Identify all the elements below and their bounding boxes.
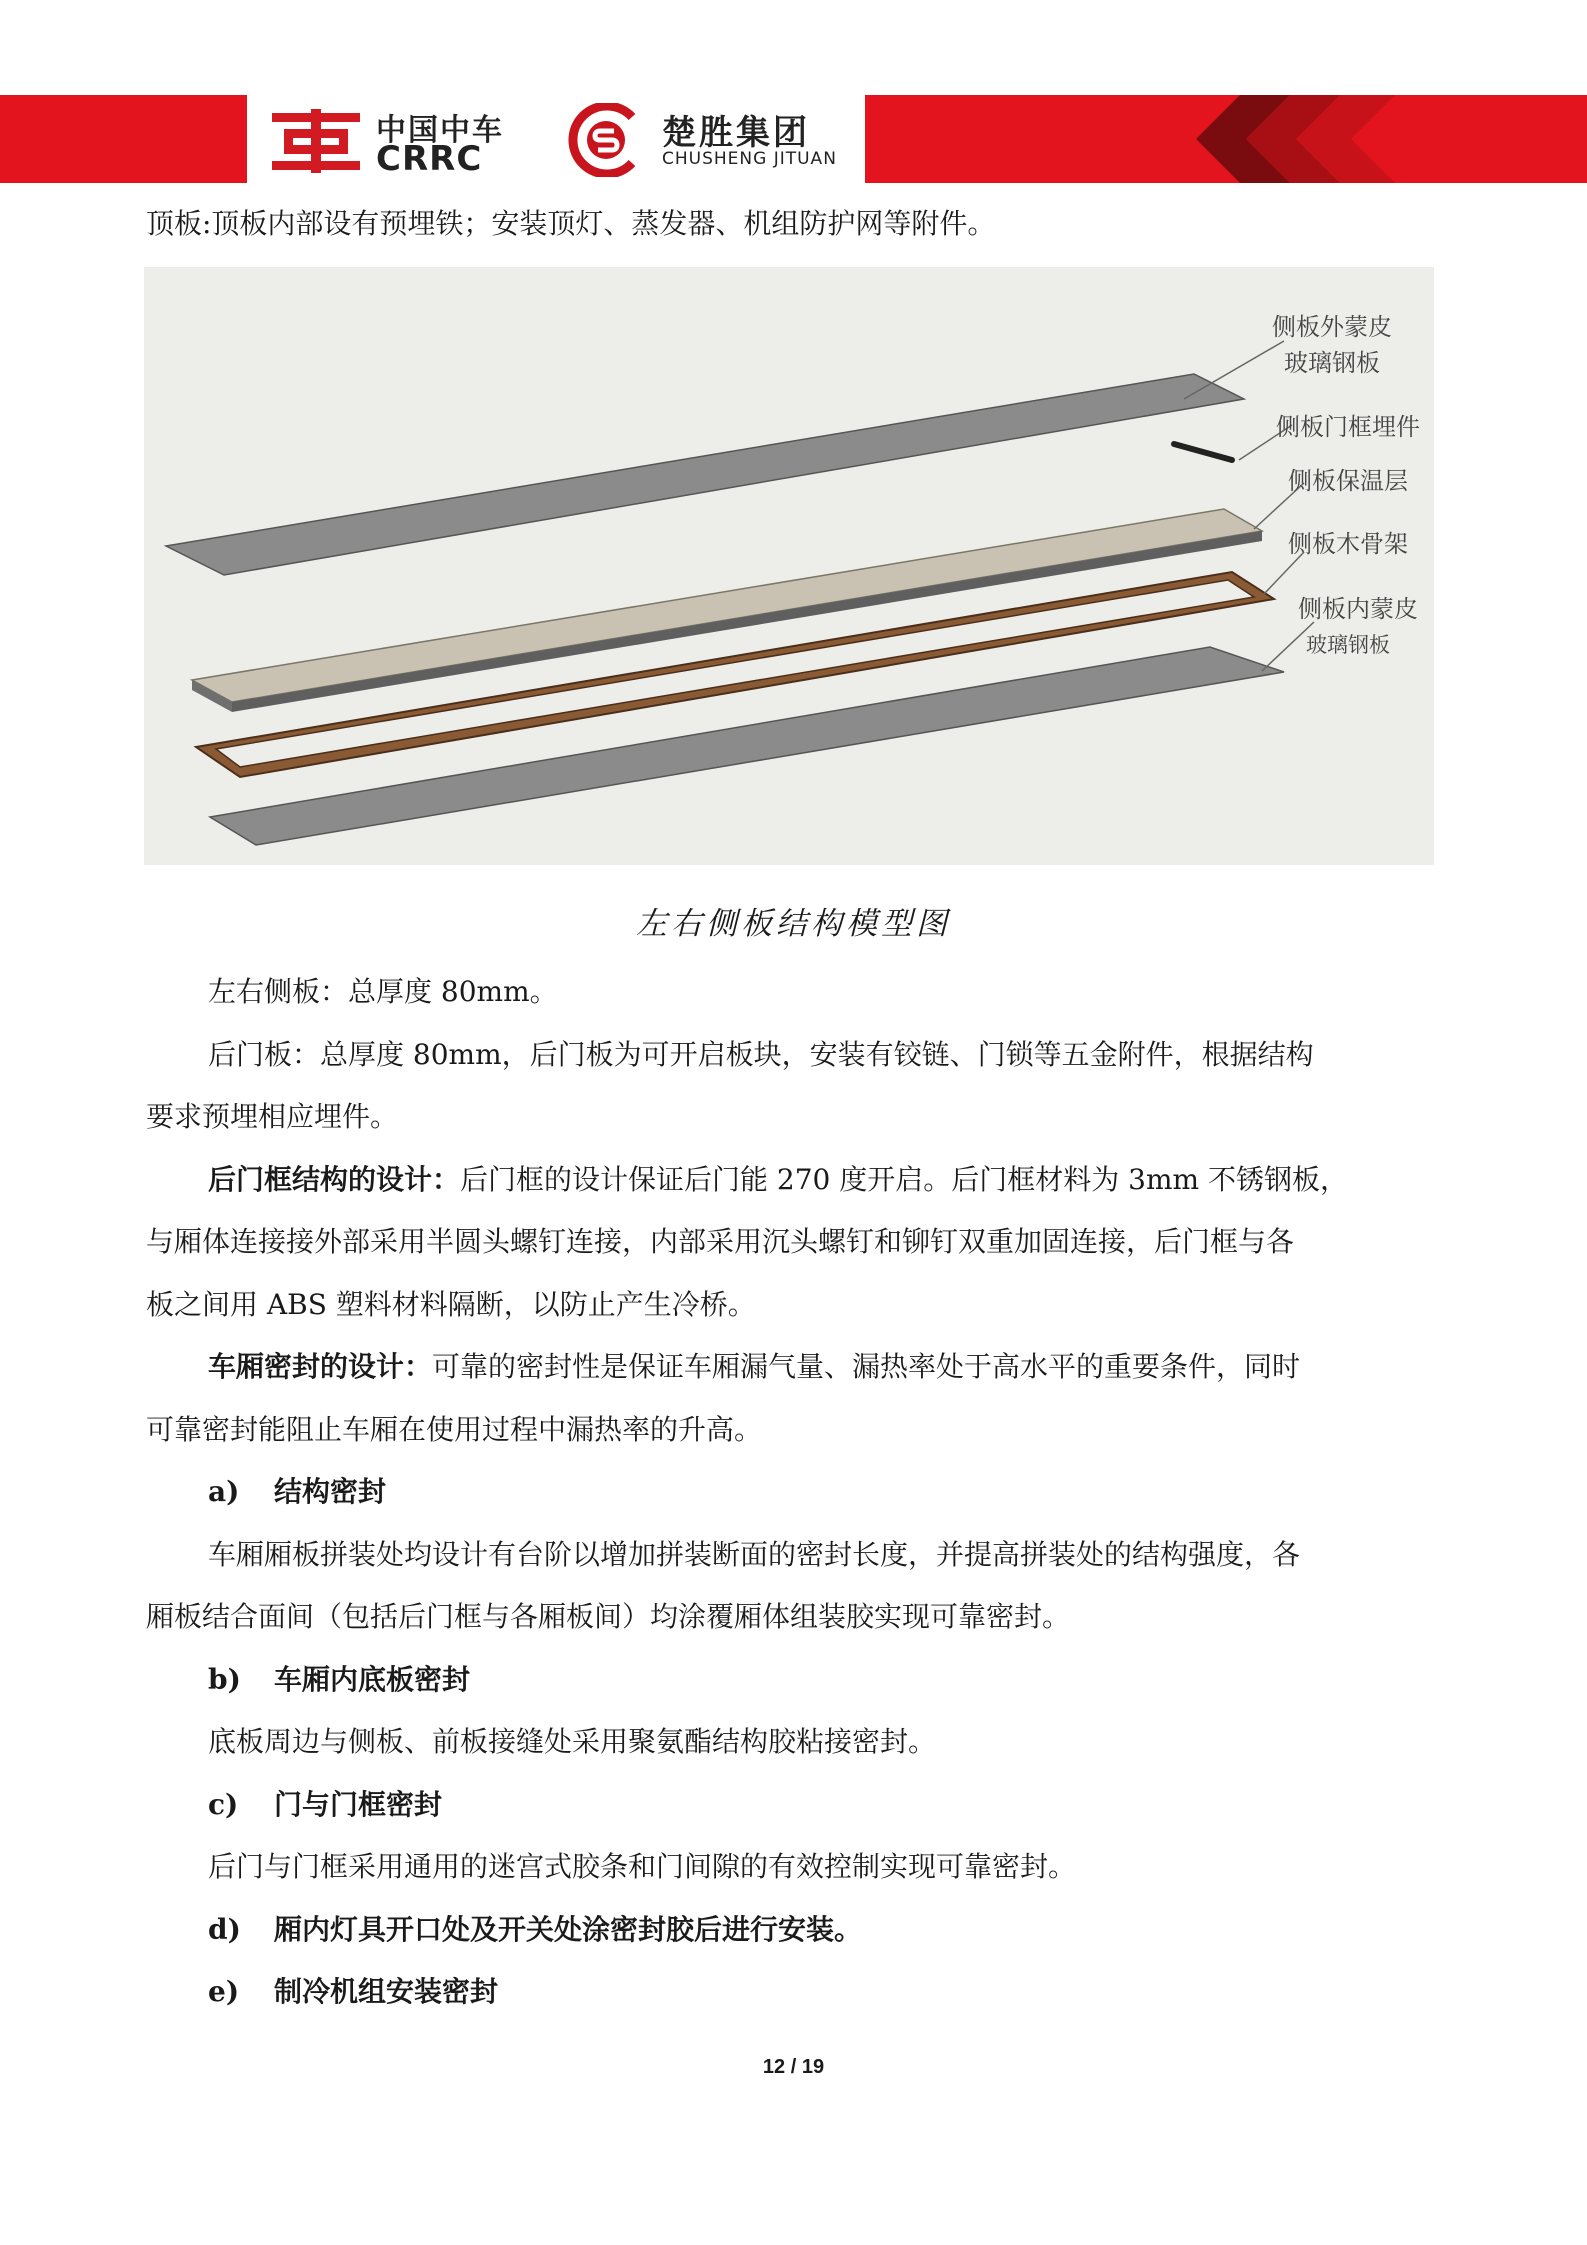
label-inner-skin-material: 玻璃钢板 <box>1306 633 1390 657</box>
seal-line-2: 可靠密封能阻止车厢在使用过程中漏热率的升高。 <box>146 1413 763 1446</box>
label-insulation: 侧板保温层 <box>1288 467 1408 495</box>
list-b-text: 底板周边与侧板、前板接缝处采用聚氨酯结构胶粘接密封。 <box>208 1725 937 1758</box>
door-frame-line-3: 板之间用 ABS 塑料材料隔断，以防止产生冷桥。 <box>146 1288 756 1321</box>
crrc-name-cn: 中国中车 <box>376 113 504 148</box>
list-item-c <box>208 1785 442 1825</box>
list-marker-a: a) <box>208 1475 240 1508</box>
list-item-d <box>208 1910 862 1950</box>
list-title-c: 门与门框密封 <box>274 1788 443 1821</box>
list-a-text-2: 厢板结合面间（包括后门框与各厢板间）均涂覆厢体组装胶实现可靠密封。 <box>146 1600 1071 1633</box>
door-frame-heading: 后门框结构的设计： <box>208 1163 461 1196</box>
list-marker-c: c) <box>208 1788 239 1821</box>
crrc-name-en: CRRC <box>376 139 483 179</box>
door-frame-insert <box>1174 444 1232 460</box>
header-chevron-decoration <box>1180 95 1430 183</box>
list-a-text-1: 车厢厢板拼装处均设计有台阶以增加拼装断面的密封长度，并提高拼装处的结构强度，各 <box>208 1538 1301 1571</box>
list-marker-d: d) <box>208 1913 241 1946</box>
door-frame-line-1 <box>208 1160 1348 1200</box>
page-number: 12 / 19 <box>762 2056 825 2078</box>
chusheng-emblem-icon <box>562 103 644 177</box>
list-marker-e: e) <box>208 1975 240 2008</box>
chusheng-name-cn: 楚胜集团 <box>662 113 810 153</box>
label-outer-skin-material: 玻璃钢板 <box>1284 349 1380 377</box>
list-marker-b: b) <box>208 1663 241 1696</box>
seal-line-1 <box>208 1347 1300 1387</box>
label-door-frame-insert: 侧板门框埋件 <box>1276 413 1420 441</box>
seal-text-1: 可靠的密封性是保证车厢漏气量、漏热率处于高水平的重要条件，同时 <box>432 1350 1301 1383</box>
list-c-text: 后门与门框采用通用的迷宫式胶条和门间隙的有效控制实现可靠密封。 <box>208 1850 1077 1883</box>
list-item-b <box>208 1660 470 1700</box>
crrc-emblem-icon <box>270 109 362 173</box>
rear-door-line-1: 后门板：总厚度 80mm，后门板为可开启板块，安装有铰链、门锁等五金附件，根据结构 <box>208 1038 1314 1071</box>
figure-caption: 左右侧板结构模型图 <box>636 906 951 942</box>
list-title-b: 车厢内底板密封 <box>274 1663 471 1696</box>
door-frame-text-1: 后门框的设计保证后门能 270 度开启。后门框材料为 3mm 不锈钢板， <box>460 1163 1348 1196</box>
side-panel-thickness: 左右侧板：总厚度 80mm。 <box>208 975 558 1008</box>
side-panel-structure-figure <box>144 267 1434 865</box>
seal-heading: 车厢密封的设计： <box>208 1350 433 1383</box>
list-item-a <box>208 1472 386 1512</box>
label-outer-skin: 侧板外蒙皮 <box>1272 313 1392 341</box>
list-title-e: 制冷机组安装密封 <box>274 1975 499 2008</box>
list-title-d: 厢内灯具开口处及开关处涂密封胶后进行安装。 <box>274 1913 863 1946</box>
label-inner-skin: 侧板内蒙皮 <box>1298 595 1418 623</box>
label-wood-frame: 侧板木骨架 <box>1288 530 1408 558</box>
rear-door-line-2: 要求预埋相应埋件。 <box>146 1100 399 1133</box>
chusheng-logo <box>562 103 862 177</box>
intro-line: 顶板:顶板内部设有预埋铁；安装顶灯、蒸发器、机组防护网等附件。 <box>146 207 996 240</box>
chusheng-name-en: CHUSHENG JITUAN <box>662 149 837 169</box>
list-item-e <box>208 1972 498 2012</box>
door-frame-line-2: 与厢体连接接外部采用半圆头螺钉连接，内部采用沉头螺钉和铆钉双重加固连接，后门框与各 <box>146 1225 1295 1258</box>
crrc-logo <box>270 105 520 179</box>
exploded-panel-diagram <box>144 267 1434 865</box>
list-title-a: 结构密封 <box>274 1475 387 1508</box>
